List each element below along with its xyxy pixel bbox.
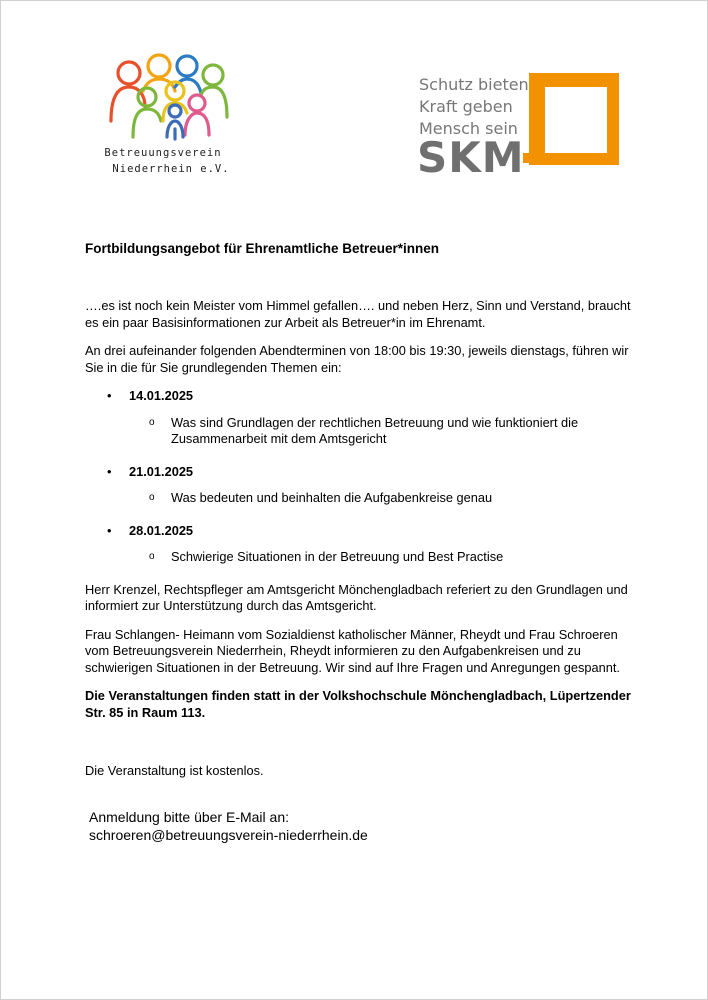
session-topic	[85, 549, 645, 566]
session-topic	[85, 415, 645, 448]
registration-block	[85, 808, 645, 844]
bullet-icon: •	[107, 388, 112, 403]
session-date	[85, 523, 645, 540]
document-title: Fortbildungsangebot für Ehrenamtliche Betreuer*innen	[85, 241, 440, 256]
bullet-icon: •	[107, 522, 112, 538]
session-topic-text: Was bedeuten und beinhalten die Aufgabenkreise genau	[171, 490, 493, 505]
logo-text-line1: Betreuungsverein	[104, 147, 222, 159]
registration-email[interactable]: schroeren@betreuungsverein-niederrhein.de	[89, 826, 368, 843]
session-date-text: 14.01.2025	[129, 388, 194, 403]
logo-text-line2: Niederrhein e.V.	[112, 163, 230, 175]
circle-bullet-icon: o	[149, 551, 155, 562]
speaker-paragraph-1: Herr Krenzel, Rechtspfleger am Amtsgericht Mönchengladbach referiert zu den Grundlagen und informiert zur Unterstützung durch das Amtsgericht.	[85, 581, 628, 613]
speaker-paragraph-2: Frau Schlangen- Heimann vom Sozialdienst katholischer Männer, Rheydt und Frau Schroeren vom Betreuungsverein Niederrhein, Rheydt informieren zu den Aufgabenkreisen und zu schwierigen Situationen in der Betreuung. Wir sind auf Ihre Fragen und Anregungen gespannt.	[85, 626, 620, 675]
session-topic-text: Was sind Grundlagen der rechtlichen Betreuung und wie funktioniert die Zusammenarbeit mit dem Amtsgericht	[171, 414, 579, 446]
skm-logo	[415, 73, 625, 183]
people-group-icon	[101, 51, 231, 143]
betreuungsverein-logo	[97, 51, 237, 181]
skm-wordmark: SKM	[417, 133, 525, 182]
skm-tagline-3: Mensch sein	[419, 119, 518, 138]
session-date-text: 21.01.2025	[129, 463, 194, 479]
circle-bullet-icon: o	[149, 492, 155, 503]
session-date	[85, 464, 645, 481]
venue-paragraph: Die Veranstaltungen finden statt in der Volkshochschule Mönchengladbach, Lüpertzender Str. 85 in Raum 113.	[85, 688, 631, 720]
skm-tagline-2: Kraft geben	[419, 97, 513, 116]
registration-label: Anmeldung bitte über E-Mail an:	[89, 808, 289, 825]
cost-note: Die Veranstaltung ist kostenlos.	[85, 763, 264, 778]
intro-paragraph: ….es ist noch kein Meister vom Himmel gefallen…. und neben Herz, Sinn und Verstand, braucht es ein paar Basisinformationen zur Arbeit als Betreuer*in im Ehrenamt.	[85, 298, 631, 330]
session-date-text: 28.01.2025	[129, 522, 194, 538]
document-body	[85, 241, 645, 844]
schedule-intro: An drei aufeinander folgenden Abendterminen von 18:00 bis 19:30, jeweils dienstags, führen wir Sie in die für Sie grundlegenden Themen ein:	[85, 343, 629, 375]
session-date	[85, 388, 645, 405]
session-topic	[85, 490, 645, 507]
skm-tagline-1: Schutz bieten	[419, 75, 529, 94]
session-topic-text: Schwierige Situationen in der Betreuung und Best Practise	[171, 549, 504, 564]
circle-bullet-icon: o	[149, 416, 155, 428]
session-list	[85, 388, 645, 566]
bullet-icon: •	[107, 463, 112, 479]
